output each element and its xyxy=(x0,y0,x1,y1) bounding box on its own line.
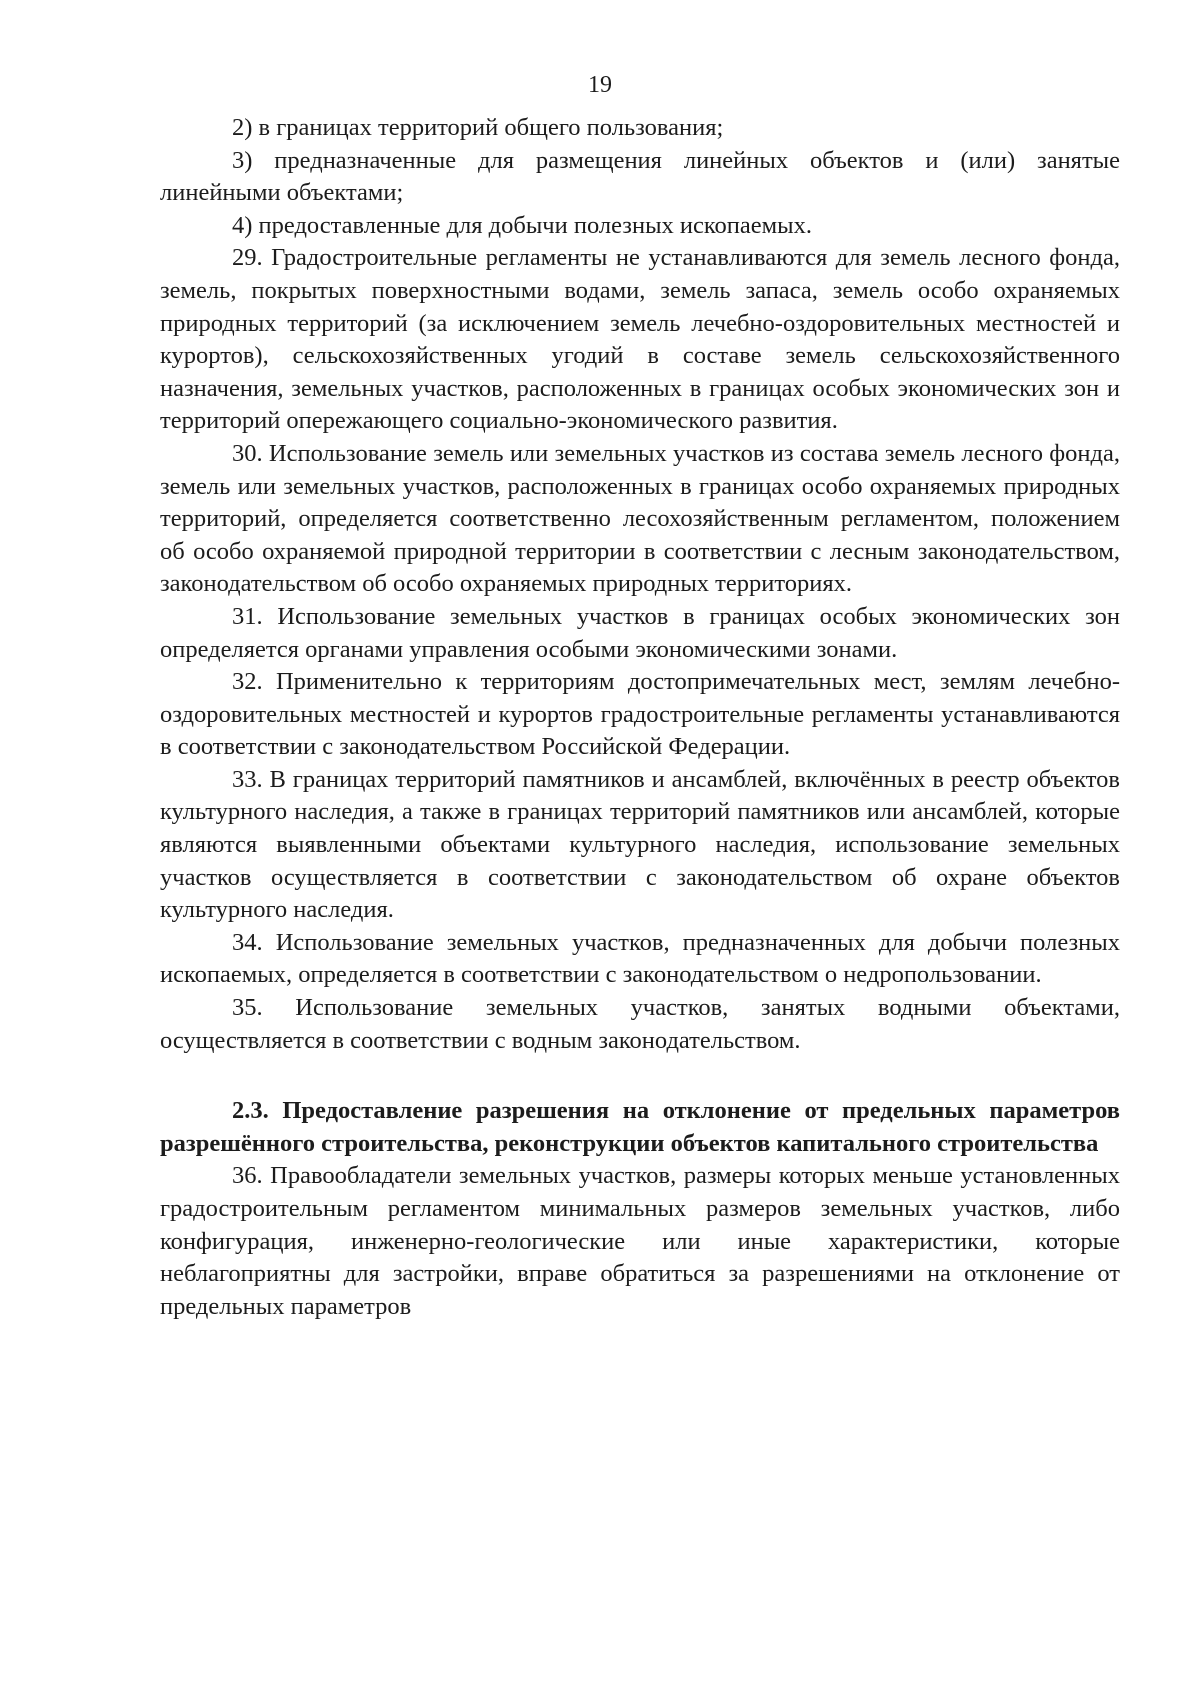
paragraph-36: 36. Правообладатели земельных участков, размеры которых меньше установленных градостроительным регламентом минимальных размеров земельных участков, либо конфигурация, инженерно-геологические или иные характеристики, которые неблагоприятны для застройки, вправе обратиться за разрешениями на отклонение от предельных параметров xyxy=(160,1162,1120,1320)
paragraph-30: 30. Использование земель или земельных участков из состава земель лесного фонда, земель или земельных участков, расположенных в границах особо охраняемых природных территорий, определяется соответственно лесохозяйственным регламентом, положением об особо охраняемой природной территории в соответствии с лесным законодательством, законодательством об особо охраняемых природных территориях. xyxy=(160,439,1120,598)
list-item-4: 4) предоставленные для добычи полезных ископаемых. xyxy=(232,211,812,239)
paragraph-34: 34. Использование земельных участков, предназначенных для добычи полезных ископаемых, определяется в соответствии с законодательством о недропользовании. xyxy=(160,928,1120,989)
list-item-3: 3) предназначенные для размещения линейных объектов и (или) занятые линейными объектами; xyxy=(160,146,1120,207)
paragraph-33: 33. В границах территорий памятников и ансамблей, включённых в реестр объектов культурного наследия, а также в границах территорий памятников или ансамблей, которые являются выявленными объектами культурного наследия, использование земельных участков осуществляется в соответствии с законодательством об охране объектов культурного наследия. xyxy=(160,765,1120,924)
list-item-2: 2) в границах территорий общего пользования; xyxy=(232,114,724,141)
section-heading: 2.3. Предоставление разрешения на отклонение от предельных параметров разрешённого строительства, реконструкции объектов капитального строительства xyxy=(160,1097,1120,1157)
paragraph-31: 31. Использование земельных участков в границах особых экономических зон определяется органами управления особыми экономическими зонами. xyxy=(160,602,1120,663)
paragraph-32: 32. Применительно к территориям достопримечательных мест, землям лечебно-оздоровительных местностей и курортов градостроительные регламенты устанавливаются в соответствии с законодательством Российской Федерации. xyxy=(160,668,1120,761)
page-number: 19 xyxy=(588,72,612,98)
document-body xyxy=(160,112,1120,1323)
paragraph-29: 29. Градостроительные регламенты не устанавливаются для земель лесного фонда, земель, покрытых поверхностными водами, земель запаса, земель особо охраняемых природных территорий (за исключением земель лечебно-оздоровительных местностей и курортов), сельскохозяйственных угодий в составе земель сельскохозяйственного назначения, земельных участков, расположенных в границах особых экономических зон и территорий опережающего социально-экономического развития. xyxy=(160,244,1120,435)
paragraph-35: 35. Использование земельных участков, занятых водными объектами, осуществляется в соответствии с водным законодательством. xyxy=(160,994,1120,1054)
